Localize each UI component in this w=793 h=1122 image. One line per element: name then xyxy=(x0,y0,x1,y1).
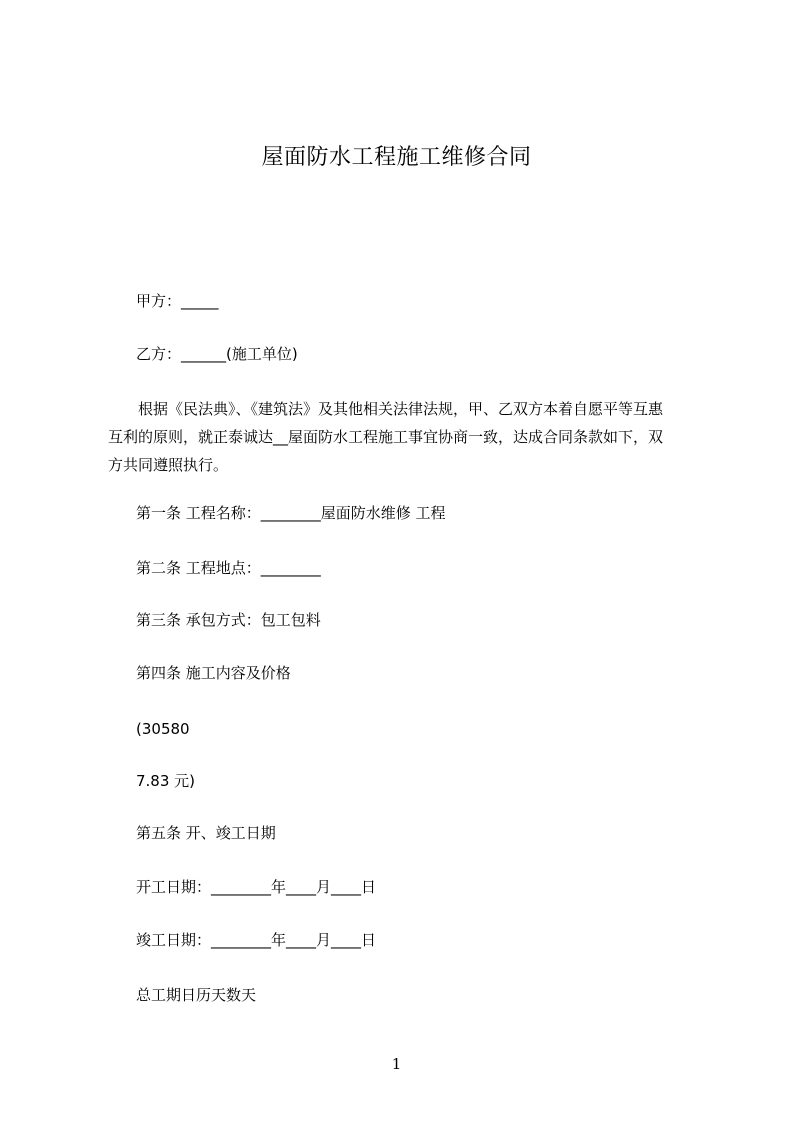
page-number: 1 xyxy=(391,1055,402,1073)
article-3-contract-method: 第三条 承包方式：包工包料 xyxy=(136,611,321,629)
price-line-1: (30580 xyxy=(136,720,190,738)
preamble-line: 方共同遵照执行。 xyxy=(108,456,229,474)
article-2-project-location: 第二条 工程地点：________ xyxy=(136,559,321,577)
article-1-project-name: 第一条 工程名称：________屋面防水维修 工程 xyxy=(136,504,446,522)
article-5-dates: 第五条 开、竣工日期 xyxy=(136,824,276,842)
preamble-paragraph xyxy=(108,395,698,479)
preamble-line: 互利的原则，就正泰诚达__屋面防水工程施工事宜协商一致，达成合同条款如下，双 xyxy=(108,428,664,446)
party-a-line: 甲方：_____ xyxy=(136,292,219,310)
preamble-line: 根据《民法典》、《建筑法》及其他相关法律法规，甲、乙双方本着自愿平等互惠 xyxy=(138,400,664,418)
total-period-line: 总工期日历天数天 xyxy=(136,986,257,1004)
party-b-line: 乙方：______(施工单位) xyxy=(136,345,298,363)
price-line-2: 7.83 元) xyxy=(136,772,196,790)
start-date-line: 开工日期：________年____月____日 xyxy=(136,878,377,896)
article-4-content-price: 第四条 施工内容及价格 xyxy=(136,664,291,682)
document-title: 屋面防水工程施工维修合同 xyxy=(261,145,532,170)
end-date-line: 竣工日期：________年____月____日 xyxy=(136,931,377,949)
